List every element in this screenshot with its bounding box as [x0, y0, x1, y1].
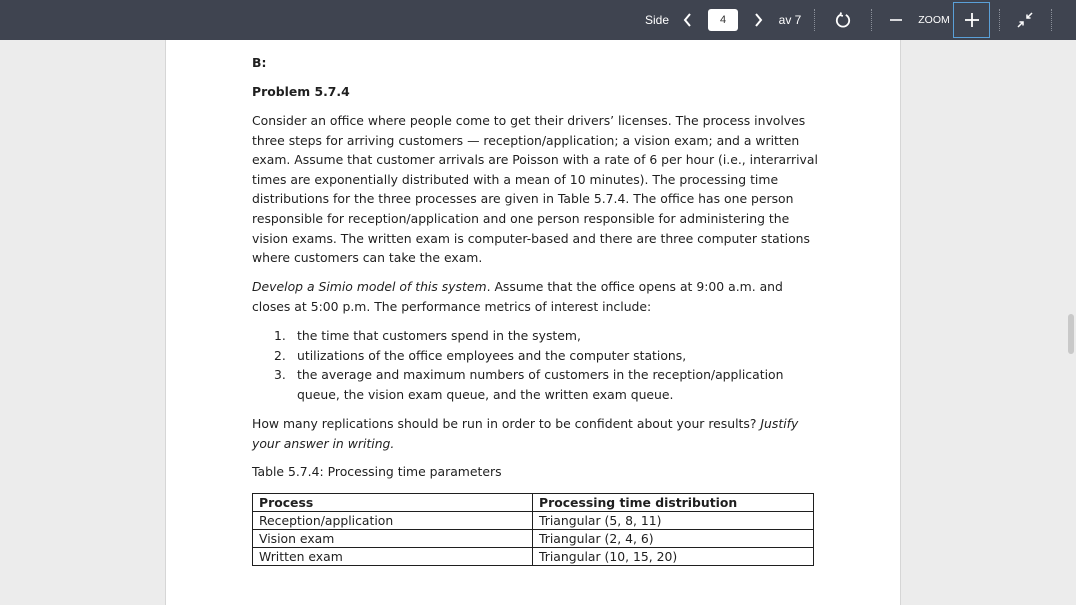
chevron-right-icon — [752, 12, 764, 28]
question-paragraph — [252, 414, 818, 453]
section-label: B: — [252, 55, 267, 70]
rotate-icon — [834, 11, 852, 29]
list-item — [252, 326, 822, 346]
page-number-input[interactable] — [708, 9, 738, 31]
table-cell: Triangular (5, 8, 11) — [533, 512, 814, 530]
table-row — [253, 512, 814, 530]
metrics-list — [252, 326, 822, 404]
plus-icon — [964, 12, 980, 28]
table-cell: Triangular (2, 4, 6) — [533, 530, 814, 548]
table-cell: Written exam — [253, 548, 533, 566]
list-number: 2. — [274, 347, 286, 363]
column-header: Processing time distribution — [533, 494, 814, 512]
list-text: the average and maximum numbers of customers in the reception/application queue, the vision exam queue, and the written exam queue. — [297, 367, 784, 402]
table-header-row — [253, 494, 814, 512]
collapse-icon — [1017, 12, 1033, 28]
table-row — [253, 548, 814, 566]
table-caption: Table 5.7.4: Processing time parameters — [252, 464, 502, 479]
viewer-toolbar — [0, 0, 1076, 40]
next-page-button[interactable] — [746, 0, 770, 40]
list-item — [252, 346, 822, 366]
list-text: utilizations of the office employees and the computer stations, — [297, 347, 687, 363]
column-header: Process — [253, 494, 533, 512]
table-cell: Vision exam — [253, 530, 533, 548]
zoom-label: ZOOM — [918, 14, 950, 26]
toolbar-divider — [814, 9, 815, 31]
minus-icon — [889, 13, 903, 27]
problem-title: Problem 5.7.4 — [252, 84, 350, 99]
zoom-in-button[interactable] — [953, 0, 990, 40]
list-number: 3. — [274, 367, 286, 383]
page-label: Side — [644, 13, 670, 27]
vertical-scrollbar[interactable] — [1068, 314, 1074, 354]
toolbar-divider — [999, 9, 1000, 31]
processing-time-table — [252, 493, 814, 566]
page-total: av 7 — [778, 13, 802, 27]
toolbar-divider — [871, 9, 872, 31]
table-row — [253, 530, 814, 548]
rotate-button[interactable] — [830, 0, 856, 40]
problem-description: Consider an office where people come to get their drivers’ licenses. The process involves three steps for arriving customers — reception/application; a vision exam; and a written exam. Assume that customer arrivals are Poisson with a rate of 6 per hour (i.e., interarrival times are exponentially distributed with a mean of 10 minutes). The processing time distributions for the three processes are given in Table 5.7.4. The office has one person responsible for reception/application and one person responsible for administering the vision exams. The written exam is computer-based and there are three computer stations where customers can take the exam. — [252, 113, 818, 266]
table-cell: Reception/application — [253, 512, 533, 530]
chevron-left-icon — [682, 12, 694, 28]
toolbar-divider — [1051, 9, 1052, 31]
exit-fullscreen-button[interactable] — [1012, 0, 1038, 40]
question-emphasis: Justify your answer in writing. — [252, 416, 799, 451]
table-cell: Triangular (10, 15, 20) — [533, 548, 814, 566]
task-paragraph — [252, 277, 818, 316]
question-text: How many replications should be run in order to be confident about your results? — [252, 416, 761, 431]
previous-page-button[interactable] — [676, 0, 700, 40]
list-item — [252, 365, 822, 404]
task-text: . Assume that the office opens at 9:00 a.m. and closes at 5:00 p.m. The performance metrics of interest include: — [252, 279, 783, 314]
zoom-out-button[interactable] — [884, 0, 908, 40]
list-text: the time that customers spend in the system, — [297, 328, 581, 343]
task-emphasis: Develop a Simio model of this system — [252, 279, 487, 294]
list-number: 1. — [274, 328, 286, 343]
